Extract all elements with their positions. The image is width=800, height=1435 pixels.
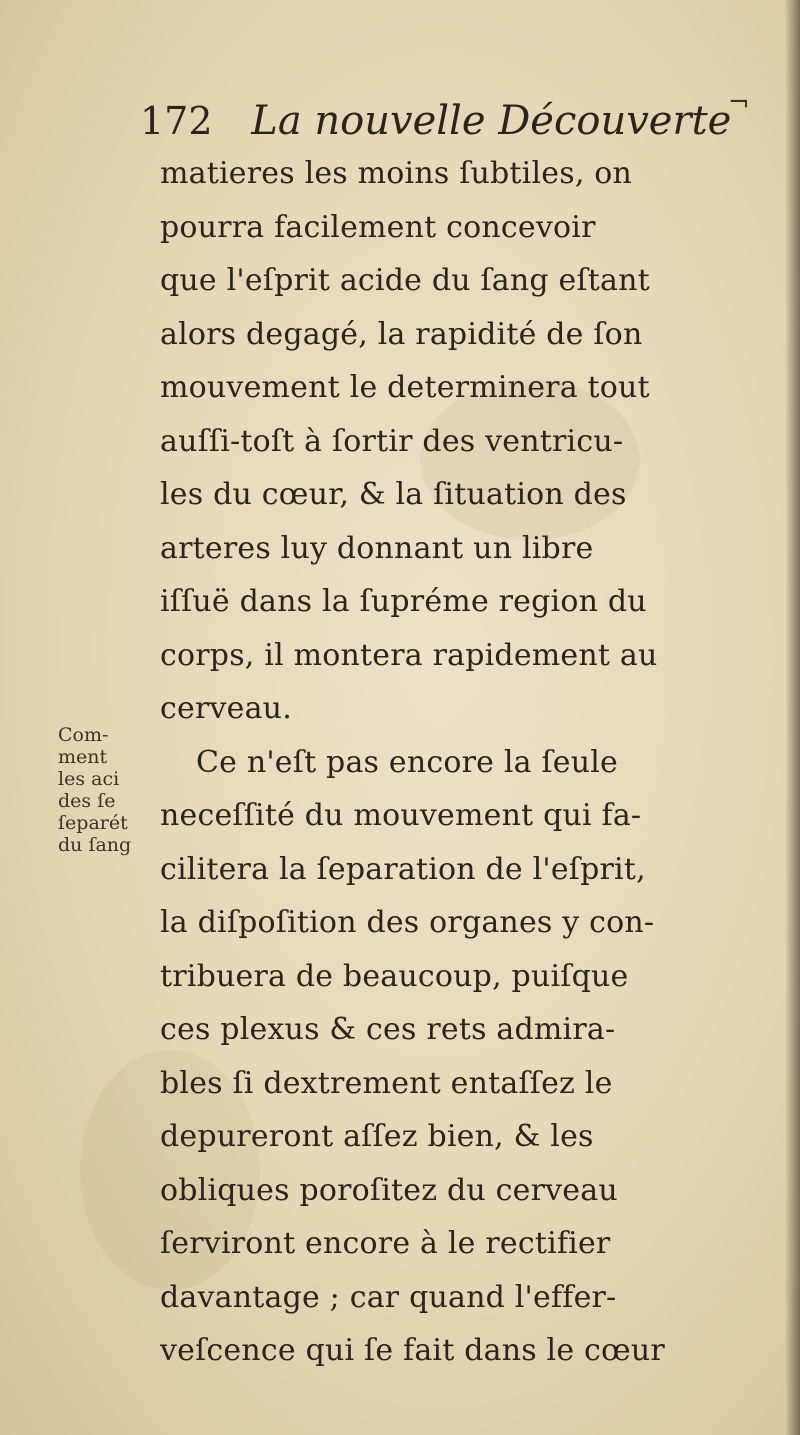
page-number: 172: [140, 99, 213, 143]
margin-note-line: ſeparét: [58, 812, 128, 834]
margin-note-line: Com-: [58, 724, 109, 746]
margin-note: [58, 724, 158, 856]
text-line: ſerviront encore à le rectifier: [160, 1226, 611, 1261]
text-line: alors degagé, la rapidité de ſon: [160, 316, 643, 352]
body-text: [160, 147, 790, 1378]
text-line: obliques poroſitez du cerveau: [160, 1172, 618, 1208]
text-line: corps, il montera rapidement au: [160, 637, 658, 673]
text-line: cilitera la ſeparation de l'eſprit,: [160, 851, 646, 887]
text-line: bles ſi dextrement entaſſez le: [160, 1065, 613, 1101]
text-line: mouvement le determinera tout: [160, 370, 650, 405]
text-line: matieres les moins ſubtiles, on: [160, 156, 633, 191]
text-line: ces plexus & ces rets admira-: [160, 1012, 616, 1047]
page-mark: ¬: [728, 88, 750, 118]
margin-note-line: des ſe: [58, 790, 116, 812]
text-line: pourra facilement concevoir: [160, 209, 596, 245]
text-line: la diſpoſition des organes y con-: [160, 905, 655, 940]
text-line: que l'eſprit acide du ſang eſtant: [160, 263, 650, 298]
text-line: cerveau.: [160, 691, 292, 726]
text-line: neceſſité du mouvement qui fa-: [160, 798, 642, 833]
text-line: iſſuë dans la ſupréme region du: [160, 584, 647, 619]
running-head: [140, 97, 740, 145]
text-line: Ce n'eſt pas encore la ſeule: [196, 744, 618, 780]
running-title: La nouvelle Découverte: [251, 98, 732, 144]
text-line: veſcence qui ſe fait dans le cœur: [160, 1333, 665, 1368]
text-line: auſſi-toſt à ſortir des ventricu-: [160, 423, 624, 459]
text-line: les du cœur, & la ſituation des: [160, 477, 627, 512]
text-line: depureront aſſez bien, & les: [160, 1119, 594, 1154]
margin-note-line: ment: [58, 746, 108, 768]
margin-note-line: du ſang: [58, 834, 132, 856]
text-line: arteres luy donnant un libre: [160, 530, 594, 566]
margin-note-line: les aci: [58, 768, 120, 790]
text-line: davantage ; car quand l'effer-: [160, 1279, 617, 1315]
text-line: tribuera de beaucoup, puiſque: [160, 958, 629, 994]
